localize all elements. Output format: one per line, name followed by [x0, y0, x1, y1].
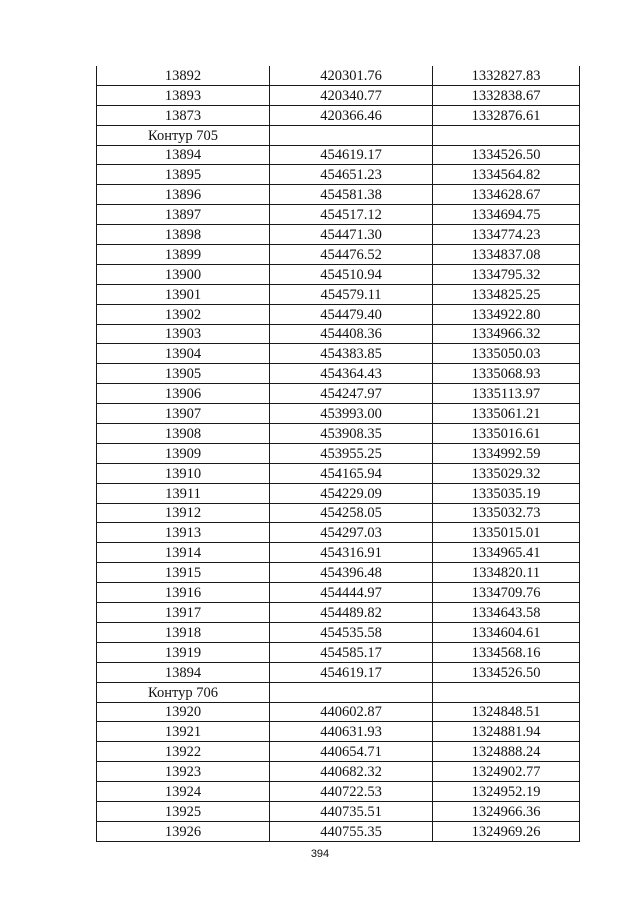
point-id-cell: 13899	[97, 245, 270, 265]
y-coordinate-cell: 1334564.82	[433, 165, 580, 185]
table-row	[97, 404, 580, 424]
x-coordinate-cell: 454297.03	[270, 523, 433, 543]
y-coordinate-cell: 1334568.16	[433, 642, 580, 662]
x-coordinate-cell: 454651.23	[270, 165, 433, 185]
y-coordinate-cell: 1335035.19	[433, 483, 580, 503]
x-coordinate-cell: 454535.58	[270, 622, 433, 642]
empty-cell	[433, 682, 580, 702]
y-coordinate-cell: 1335068.93	[433, 364, 580, 384]
x-coordinate-cell: 454229.09	[270, 483, 433, 503]
point-id-cell: 13912	[97, 503, 270, 523]
y-coordinate-cell: 1334604.61	[433, 622, 580, 642]
table-row	[97, 284, 580, 304]
point-id-cell: 13915	[97, 563, 270, 583]
y-coordinate-cell: 1334709.76	[433, 583, 580, 603]
x-coordinate-cell: 420366.46	[270, 105, 433, 125]
table-row	[97, 821, 580, 841]
y-coordinate-cell: 1334825.25	[433, 284, 580, 304]
point-id-cell: 13920	[97, 702, 270, 722]
table-row	[97, 145, 580, 165]
point-id-cell: 13903	[97, 324, 270, 344]
table-row	[97, 85, 580, 105]
table-row	[97, 105, 580, 125]
x-coordinate-cell: 454476.52	[270, 245, 433, 265]
point-id-cell: 13913	[97, 523, 270, 543]
x-coordinate-cell: 454510.94	[270, 264, 433, 284]
table-row	[97, 622, 580, 642]
table-row	[97, 364, 580, 384]
x-coordinate-cell: 440722.53	[270, 782, 433, 802]
y-coordinate-cell: 1335016.61	[433, 424, 580, 444]
x-coordinate-cell: 454247.97	[270, 384, 433, 404]
y-coordinate-cell: 1334992.59	[433, 443, 580, 463]
point-id-cell: 13919	[97, 642, 270, 662]
y-coordinate-cell: 1324902.77	[433, 762, 580, 782]
table-row	[97, 702, 580, 722]
y-coordinate-cell: 1334795.32	[433, 264, 580, 284]
x-coordinate-cell: 454517.12	[270, 205, 433, 225]
y-coordinate-cell: 1335050.03	[433, 344, 580, 364]
table-row	[97, 443, 580, 463]
y-coordinate-cell: 1334694.75	[433, 205, 580, 225]
point-id-cell: 13906	[97, 384, 270, 404]
y-coordinate-cell: 1335029.32	[433, 463, 580, 483]
point-id-cell: 13916	[97, 583, 270, 603]
x-coordinate-cell: 454579.11	[270, 284, 433, 304]
point-id-cell: 13911	[97, 483, 270, 503]
y-coordinate-cell: 1334820.11	[433, 563, 580, 583]
x-coordinate-cell: 454479.40	[270, 304, 433, 324]
point-id-cell: 13907	[97, 404, 270, 424]
point-id-cell: 13926	[97, 821, 270, 841]
point-id-cell: 13908	[97, 424, 270, 444]
y-coordinate-cell: 1334965.41	[433, 543, 580, 563]
x-coordinate-cell: 440755.35	[270, 821, 433, 841]
table-row	[97, 264, 580, 284]
point-id-cell: 13902	[97, 304, 270, 324]
table-row	[97, 563, 580, 583]
x-coordinate-cell: 440631.93	[270, 722, 433, 742]
y-coordinate-cell: 1335015.01	[433, 523, 580, 543]
contour-label: Контур 705	[97, 125, 270, 145]
y-coordinate-cell: 1332838.67	[433, 85, 580, 105]
table-row	[97, 324, 580, 344]
y-coordinate-cell: 1332876.61	[433, 105, 580, 125]
x-coordinate-cell: 453908.35	[270, 424, 433, 444]
point-id-cell: 13897	[97, 205, 270, 225]
y-coordinate-cell: 1334837.08	[433, 245, 580, 265]
point-id-cell: 13914	[97, 543, 270, 563]
x-coordinate-cell: 454619.17	[270, 662, 433, 682]
point-id-cell: 13922	[97, 742, 270, 762]
table-row	[97, 662, 580, 682]
empty-cell	[270, 682, 433, 702]
y-coordinate-cell: 1324952.19	[433, 782, 580, 802]
y-coordinate-cell: 1334966.32	[433, 324, 580, 344]
y-coordinate-cell: 1324969.26	[433, 821, 580, 841]
y-coordinate-cell: 1335032.73	[433, 503, 580, 523]
point-id-cell: 13893	[97, 85, 270, 105]
contour-header-row	[97, 125, 580, 145]
y-coordinate-cell: 1324888.24	[433, 742, 580, 762]
table-row	[97, 801, 580, 821]
table-row	[97, 463, 580, 483]
y-coordinate-cell: 1324848.51	[433, 702, 580, 722]
x-coordinate-cell: 440735.51	[270, 801, 433, 821]
x-coordinate-cell: 440682.32	[270, 762, 433, 782]
x-coordinate-cell: 453955.25	[270, 443, 433, 463]
table-row	[97, 603, 580, 623]
x-coordinate-cell: 454364.43	[270, 364, 433, 384]
point-id-cell: 13900	[97, 264, 270, 284]
table-row	[97, 384, 580, 404]
point-id-cell: 13909	[97, 443, 270, 463]
point-id-cell: 13925	[97, 801, 270, 821]
x-coordinate-cell: 440602.87	[270, 702, 433, 722]
table-row	[97, 225, 580, 245]
y-coordinate-cell: 1334526.50	[433, 145, 580, 165]
x-coordinate-cell: 454408.36	[270, 324, 433, 344]
point-id-cell: 13894	[97, 145, 270, 165]
point-id-cell: 13901	[97, 284, 270, 304]
y-coordinate-cell: 1334643.58	[433, 603, 580, 623]
table-row	[97, 424, 580, 444]
coordinates-table	[96, 66, 580, 842]
point-id-cell: 13892	[97, 66, 270, 85]
point-id-cell: 13905	[97, 364, 270, 384]
table-row	[97, 245, 580, 265]
y-coordinate-cell: 1334774.23	[433, 225, 580, 245]
point-id-cell: 13910	[97, 463, 270, 483]
table-row	[97, 782, 580, 802]
x-coordinate-cell: 453993.00	[270, 404, 433, 424]
table-row	[97, 344, 580, 364]
point-id-cell: 13917	[97, 603, 270, 623]
x-coordinate-cell: 454585.17	[270, 642, 433, 662]
point-id-cell: 13873	[97, 105, 270, 125]
y-coordinate-cell: 1335113.97	[433, 384, 580, 404]
table-row	[97, 503, 580, 523]
table-row	[97, 66, 580, 85]
x-coordinate-cell: 454581.38	[270, 185, 433, 205]
y-coordinate-cell: 1334628.67	[433, 185, 580, 205]
x-coordinate-cell: 454471.30	[270, 225, 433, 245]
y-coordinate-cell: 1324881.94	[433, 722, 580, 742]
point-id-cell: 13896	[97, 185, 270, 205]
empty-cell	[270, 125, 433, 145]
contour-label: Контур 706	[97, 682, 270, 702]
x-coordinate-cell: 454258.05	[270, 503, 433, 523]
table-row	[97, 185, 580, 205]
y-coordinate-cell: 1334526.50	[433, 662, 580, 682]
coordinates-table-body	[97, 66, 580, 841]
x-coordinate-cell: 454489.82	[270, 603, 433, 623]
table-row	[97, 304, 580, 324]
table-row	[97, 722, 580, 742]
point-id-cell: 13924	[97, 782, 270, 802]
table-row	[97, 483, 580, 503]
page-number: 394	[310, 848, 330, 860]
table-row	[97, 205, 580, 225]
x-coordinate-cell: 454165.94	[270, 463, 433, 483]
x-coordinate-cell: 454619.17	[270, 145, 433, 165]
table-row	[97, 165, 580, 185]
point-id-cell: 13921	[97, 722, 270, 742]
point-id-cell: 13923	[97, 762, 270, 782]
x-coordinate-cell: 420340.77	[270, 85, 433, 105]
x-coordinate-cell: 454444.97	[270, 583, 433, 603]
x-coordinate-cell: 454383.85	[270, 344, 433, 364]
point-id-cell: 13898	[97, 225, 270, 245]
x-coordinate-cell: 420301.76	[270, 66, 433, 85]
table-row	[97, 642, 580, 662]
point-id-cell: 13904	[97, 344, 270, 364]
table-row	[97, 742, 580, 762]
y-coordinate-cell: 1335061.21	[433, 404, 580, 424]
point-id-cell: 13894	[97, 662, 270, 682]
table-row	[97, 762, 580, 782]
x-coordinate-cell: 454396.48	[270, 563, 433, 583]
point-id-cell: 13895	[97, 165, 270, 185]
empty-cell	[433, 125, 580, 145]
y-coordinate-cell: 1324966.36	[433, 801, 580, 821]
table-row	[97, 583, 580, 603]
x-coordinate-cell: 440654.71	[270, 742, 433, 762]
y-coordinate-cell: 1334922.80	[433, 304, 580, 324]
x-coordinate-cell: 454316.91	[270, 543, 433, 563]
y-coordinate-cell: 1332827.83	[433, 66, 580, 85]
contour-header-row	[97, 682, 580, 702]
table-row	[97, 543, 580, 563]
table-row	[97, 523, 580, 543]
point-id-cell: 13918	[97, 622, 270, 642]
